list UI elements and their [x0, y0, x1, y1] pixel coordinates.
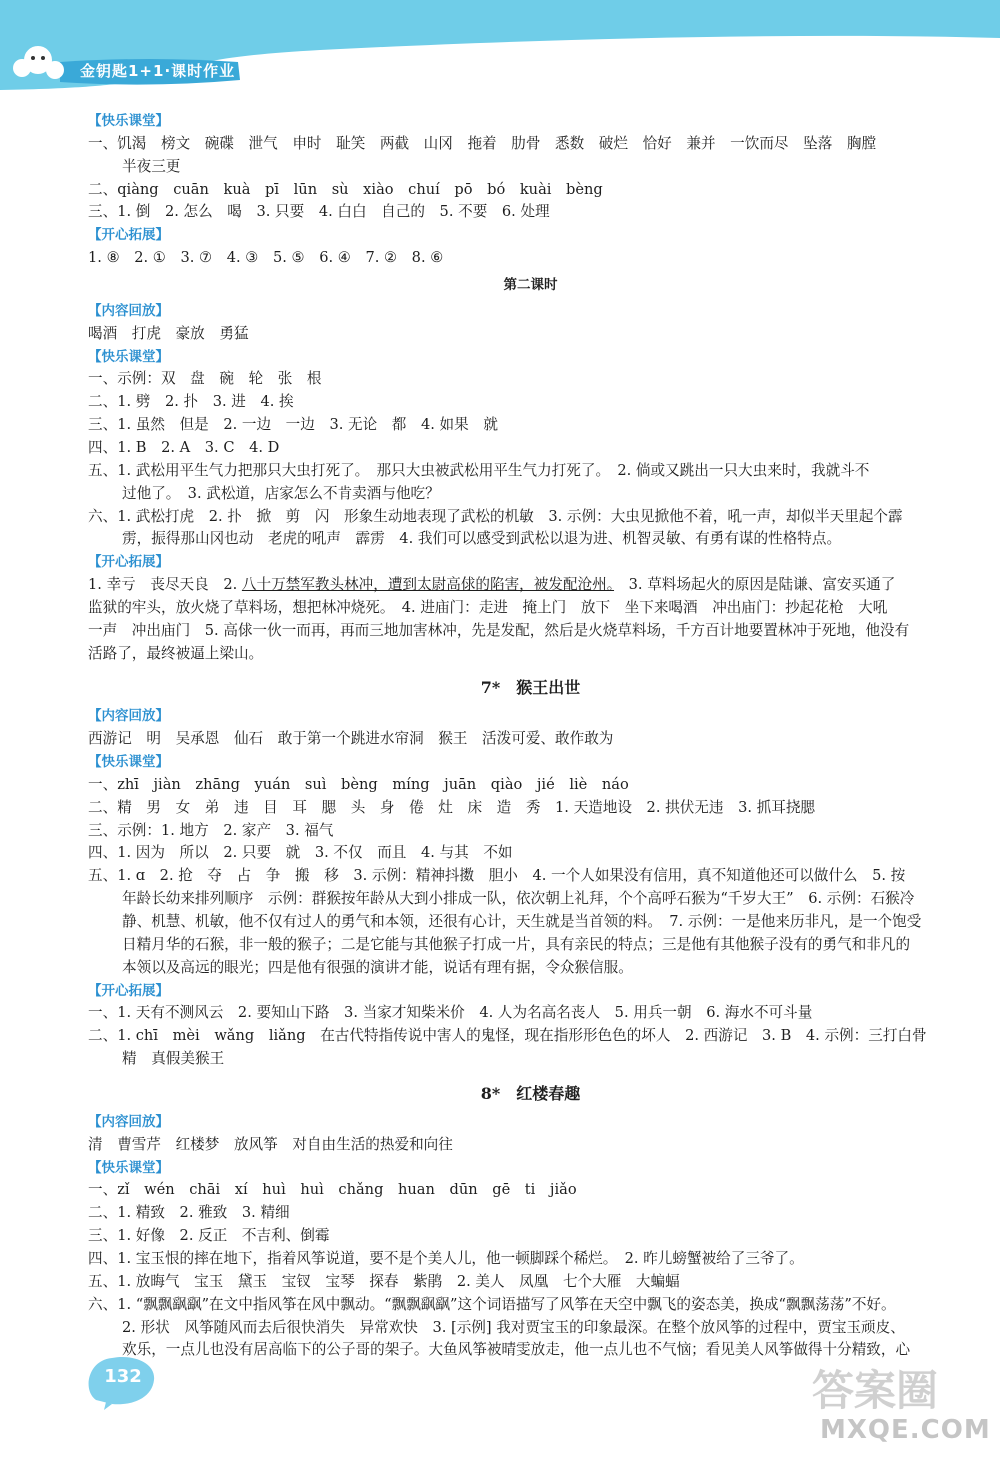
answer-line: 三、1. 倒 2. 怎么 喝 3. 只要 4. 白白 自己的 5. 不要 6. 处理 [88, 203, 550, 221]
answer-text: 3. 草料场起火的原因是陆谦、富安买通了 [614, 576, 896, 594]
answer-line: 二、精 男 女 弟 违 目 耳 腮 头 身 倦 灶 床 造 秀 1. 天造地设 2. 拱伏无违 3. 抓耳挠腮 [88, 798, 816, 816]
answer-line: 精 真假美猴王 [122, 1050, 225, 1068]
answer-line: 年龄长幼来排列顺序 示例：群猴按年龄从大到小排成一队，依次朝上礼拜，个个高呼石猴为“千岁大王” 6. 示例：石猴冷 [122, 890, 915, 908]
answer-line: 活路了，最终被逼上梁山。 [88, 644, 264, 662]
answer-line: 二、1. 劈 2. 扑 3. 进 4. 挨 [88, 393, 294, 411]
section-label: 【开心拓展】 [88, 227, 169, 244]
answer-line: 日精月华的石猴，非一般的猴子；二是它能与其他猴子打成一片，具有亲民的特点；三是他有其他猴子没有的勇气和非凡的 [122, 935, 911, 953]
answer-line: 静、机慧、机敏，他不仅有过人的勇气和本领，还很有心计，天生就是当首领的料。 7. 示例：一是他来历非凡，是一个饱受 [122, 913, 922, 930]
series-title: 金钥匙1+1·课时作业 [80, 62, 236, 80]
watermark-url: MXQE.COM [820, 1415, 991, 1445]
lesson-subtitle: 第二课时 [503, 276, 558, 293]
answer-line: 五、1. ɑ 2. 抢 夺 占 争 搬 移 3. 示例：精神抖擞 胆小 4. 一个人如果没有信用，真不知道他还可以做什么 5. 按 [88, 867, 906, 885]
answer-line: 二、1. 精致 2. 雅致 3. 精细 [88, 1204, 290, 1222]
section-label: 【快乐课堂】 [88, 113, 169, 129]
answer-line: 二、qiàng cuān kuà pī lūn sù xiào chuí pō bó kuài bèng [88, 180, 603, 198]
page-number: 132 [104, 1366, 142, 1387]
answer-line: 四、1. 因为 所以 2. 只要 就 3. 不仅 而且 4. 与其 不如 [88, 844, 513, 862]
lesson-title: 7* 猴王出世 [480, 678, 581, 698]
answer-line: 半夜三更 [122, 157, 181, 175]
section-label: 【内容回放】 [88, 1113, 169, 1130]
answer-line: 六、1. 武松打虎 2. 扑 掀 剪 闪 形象生动地表现了武松的机敏 3. 示例：大虫见掀他不着，吼一声，却似半天里起个霹 [88, 507, 903, 525]
underlined-answer: 八十万禁军教头林冲，遭到太尉高俅的陷害，被发配沧州。 [241, 576, 615, 594]
answer-line: 本领以及高远的眼光；四是他有很强的演讲才能，说话有理有据，令众猴信服。 [122, 958, 633, 976]
answer-content [88, 110, 973, 1362]
answer-line: 一、zhī jiàn zhāng yuán suì bèng míng juān qiào jié liè náo [88, 775, 629, 793]
answer-line: 四、1. 宝玉恨的摔在地下，指着风筝说道，要不是个美人儿，他一顿脚踩个稀烂。 2. 昨儿螃蟹被给了三爷了。 [88, 1249, 804, 1267]
answer-line: 四、1. B 2. A 3. C 4. D [88, 438, 280, 456]
answer-line: 三、示例：1. 地方 2. 家产 3. 福气 [88, 821, 334, 839]
answer-line: 五、1. 放晦气 宝玉 黛玉 宝钗 宝琴 探春 紫鹃 2. 美人 凤凰 七个大雁 大蝙蝠 [88, 1272, 680, 1290]
section-label: 【快乐课堂】 [88, 754, 169, 771]
watermark-logo: 答案圈 [812, 1366, 939, 1415]
section-label: 【快乐课堂】 [88, 1159, 169, 1176]
answer-line: 一声 冲出庙门 5. 高俅一伙一而再，再而三地加害林冲，先是发配，然后是火烧草料场，千方百计地要置林冲于死地，他没有 [88, 621, 910, 639]
lesson-title: 8* 红楼春趣 [480, 1083, 581, 1103]
section-label: 【开心拓展】 [88, 982, 169, 999]
answer-line: 1. ⑧ 2. ① 3. ⑦ 4. ③ 5. ⑤ 6. ④ 7. ② 8. ⑥ [88, 249, 444, 267]
answer-line: 一、饥渴 榜文 碗碟 泄气 申时 耻笑 两截 山冈 拖着 肋骨 悉数 破烂 恰好 兼并 一饮而尽 坠落 胸膛 [88, 134, 877, 152]
answer-line: 喝酒 打虎 豪放 勇猛 [88, 324, 249, 342]
answer-line: 三、1. 好像 2. 反正 不吉利、倒霉 [88, 1227, 330, 1245]
answer-line: 西游记 明 吴承恩 仙石 敢于第一个跳进水帘洞 猴王 活泼可爱、敢作敢为 [88, 730, 614, 748]
answer-line: 五、1. 武松用平生气力把那只大虫打死了。 那只大虫被武松用平生气力打死了。 2. 倘或又跳出一只大虫来时，我就斗不 [88, 461, 870, 479]
answer-line: 清 曹雪芹 红楼梦 放风筝 对自由生活的热爱和向往 [88, 1135, 453, 1153]
section-label: 【内容回放】 [88, 708, 169, 725]
answer-line: 二、1. chī mèi wǎng liǎng 在古代特指传说中害人的鬼怪，现在指形形色色的坏人 2. 西游记 3. B 4. 示例：三打白骨 [88, 1027, 927, 1045]
section-label: 【内容回放】 [88, 302, 169, 319]
answer-line: 三、1. 虽然 但是 2. 一边 一边 3. 无论 都 4. 如果 就 [88, 416, 498, 434]
answer-text: 1. 幸亏 丧尽天良 2. [88, 576, 242, 594]
answer-line: 一、示例：双 盘 碗 轮 张 根 [88, 370, 322, 388]
answer-line: 一、zǐ wén chāi xí huì huì chǎng huan dūn gē ti jiǎo [88, 1181, 577, 1199]
section-label: 【快乐课堂】 [88, 348, 169, 365]
answer-line: 欢乐，一点儿也没有居高临下的公子哥的架子。大鱼风筝被晴雯放走，他一点儿也不气恼；看见美人风筝做得十分精致，心 [122, 1341, 911, 1359]
answer-line: 过他了。 3. 武松道，店家怎么不肯卖酒与他吃？ [122, 484, 440, 502]
answer-line: 监狱的牢头，放火烧了草料场，想把林冲烧死。 4. 进庙门：走进 掩上门 放下 坐下来喝酒 冲出庙门：抄起花枪 大吼 [88, 598, 888, 616]
answer-line [88, 574, 973, 597]
answer-line: 六、1. “飘飘飖飖”在文中指风筝在风中飘动。“飘飘飖飖”这个词语描写了风筝在天空中飘飞的姿态美，换成“飘飘荡荡”不好。 [88, 1295, 896, 1313]
answer-line: 一、1. 天有不测风云 2. 要知山下路 3. 当家才知柴米价 4. 人为名高名丧人 5. 用兵一朝 6. 海水不可斗量 [88, 1004, 813, 1022]
answer-line: 2. 形状 风筝随风而去后很快消失 异常欢快 3. [示例] 我对贾宝玉的印象最深。在整个放风筝的过程中，贾宝玉顽皮、 [122, 1318, 905, 1336]
answer-line: 雳，振得那山冈也动 老虎的吼声 霹雳 4. 我们可以感受到武松以退为进、机智灵敏、有勇有谋的性格特点。 [122, 530, 842, 548]
page-header [0, 0, 1000, 92]
section-label: 【开心拓展】 [88, 554, 169, 571]
